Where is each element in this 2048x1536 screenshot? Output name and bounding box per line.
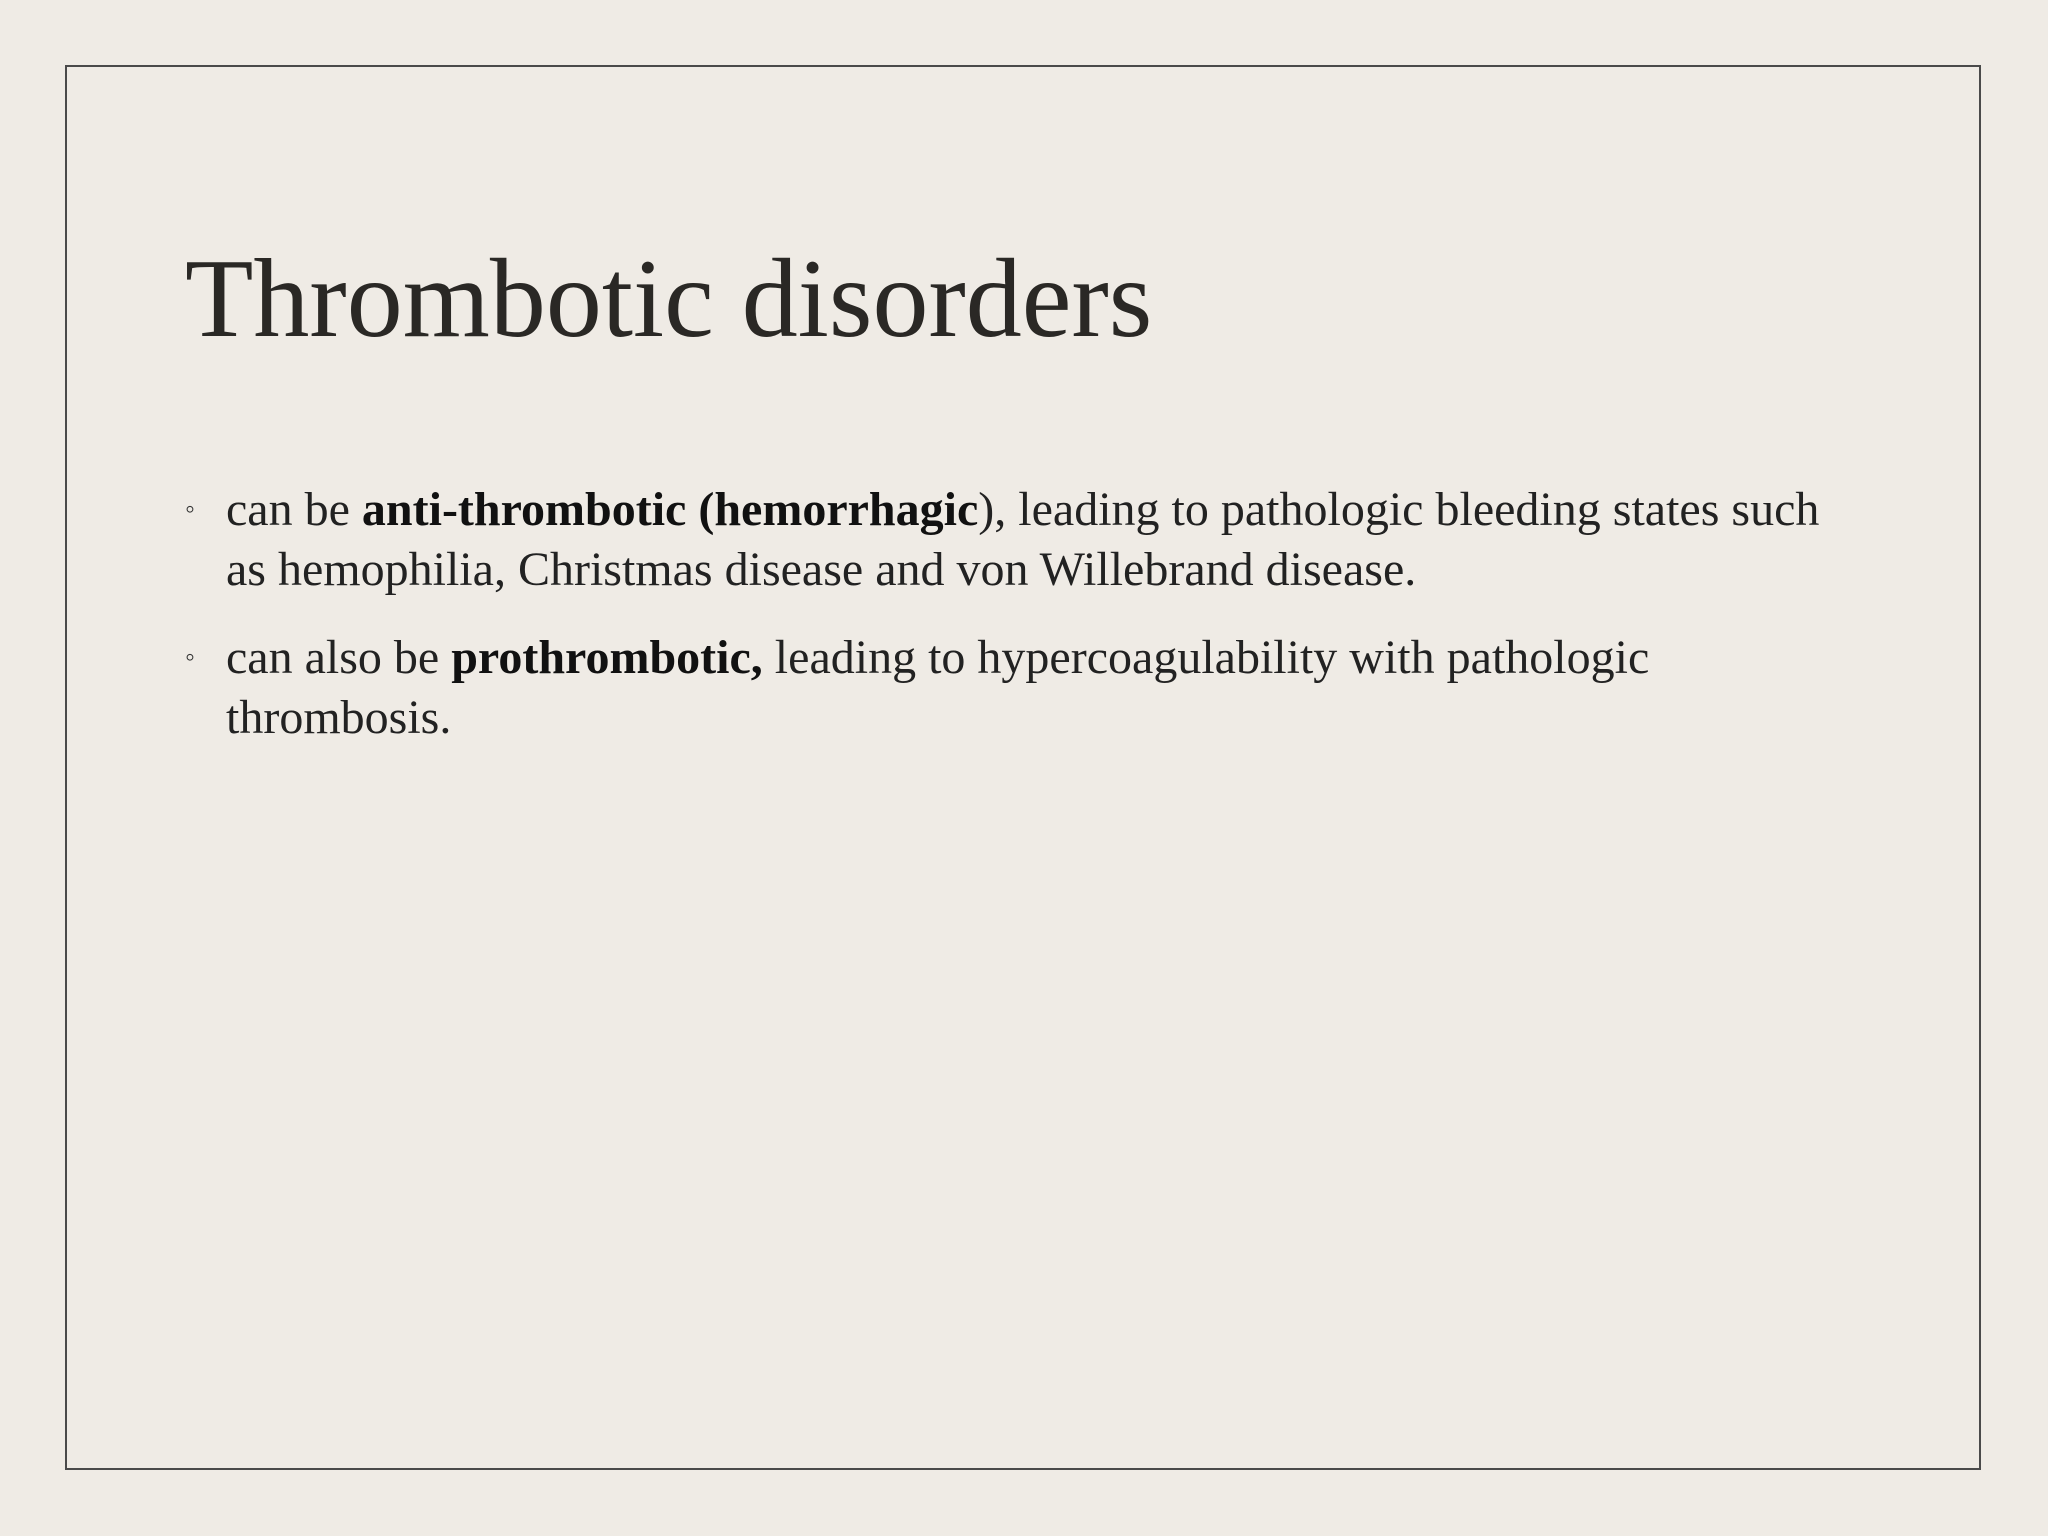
bullet-text-post: leading to hypercoagulability with pathologic thrombosis. [226, 631, 1650, 744]
bullet-text-post: ), leading to pathologic bleeding states such as hemophilia, Christmas disease and von Willebrand disease. [226, 483, 1820, 596]
circle-bullet-icon [185, 628, 195, 688]
slide-title: Thrombotic disorders [185, 237, 1153, 361]
bullet-text-bold: anti-thrombotic (hemorrhagic [361, 483, 979, 536]
bullet-text-bold: prothrombotic, [451, 631, 763, 684]
bullet-text-pre: can also be [226, 631, 452, 684]
circle-bullet-icon [185, 480, 195, 540]
bullet-list [185, 480, 1825, 776]
bullet-item [185, 480, 1825, 600]
bullet-item [185, 628, 1825, 748]
bullet-text-pre: can be [226, 483, 362, 536]
